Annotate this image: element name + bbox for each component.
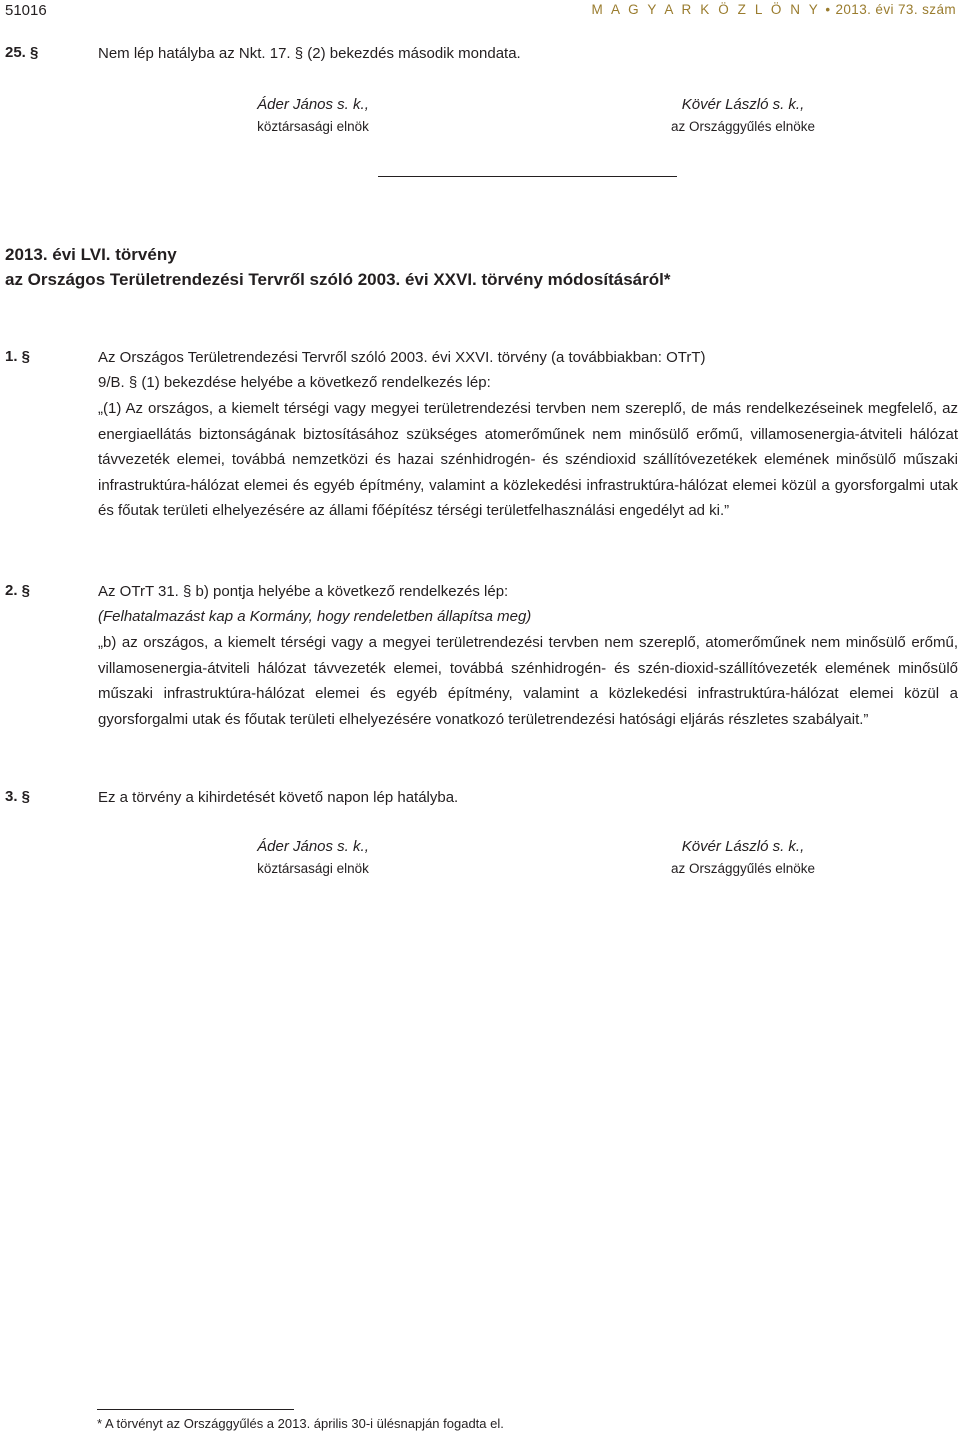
issue-number: 2013. évi 73. szám	[835, 2, 956, 17]
signature-right-role-2: az Országgyűlés elnöke	[670, 861, 816, 876]
section-1-intro-line2: 9/B. § (1) bekezdése helyébe a következő rendelkezés lép:	[98, 374, 491, 391]
section-1-intro-line1: Az Országos Területrendezési Tervről szóló 2003. évi XXVI. törvény (a továbbiakban: OTrT)	[98, 349, 706, 366]
signature-left-name: Áder János s. k.,	[257, 96, 369, 113]
footnote: * A törvényt az Országgyűlés a 2013. április 30-i ülésnapján fogadta el.	[97, 1416, 504, 1431]
law-title-subject: az Országos Területrendezési Tervről szóló 2003. évi XXVI. törvény módosításáról*	[5, 270, 671, 289]
page-number: 51016	[5, 2, 47, 19]
section-2-italic-context: (Felhatalmazást kap a Kormány, hogy rendeletben állapítsa meg)	[98, 608, 532, 625]
section-1-number: 1. §	[5, 348, 31, 365]
signature-right-role: az Országgyűlés elnöke	[670, 119, 816, 134]
section-2-quoted-provision: „b) az országos, a kiemelt térségi vagy a megyei területrendezési tervben nem szereplő, atomerőműnek nem minősülő erőmű, villamosenergia-átviteli hálózat távvezeték elemei, továbbá szénhidrogén- és szén-dioxid-szállítóvezeték elemének minősülő műszaki infrastruktúra-hálózat elemei és egyéb építmény, valamint a közlekedési infrastruktúra-hálózat elemei közül a gyorsforgalmi utak és főutak területi elhelyezésére vonatkozó területrendezési hatósági eljárás részletes szabályait.”	[98, 634, 958, 728]
footnote-rule	[97, 1409, 294, 1410]
section-2-number: 2. §	[5, 582, 31, 599]
law-divider	[378, 176, 677, 177]
signature-left-role-2: köztársasági elnök	[257, 861, 369, 876]
signature-left-name-2: Áder János s. k.,	[257, 838, 369, 855]
section-25-number: 25. §	[5, 44, 39, 61]
section-25-text: Nem lép hatályba az Nkt. 17. § (2) bekezdés második mondata.	[98, 45, 521, 62]
law-title-number: 2013. évi LVI. törvény	[5, 245, 177, 264]
journal-name: M A G Y A R K Ö Z L Ö N Y	[591, 2, 821, 17]
section-1-quoted-provision: „(1) Az országos, a kiemelt térségi vagy megyei területrendezési tervben nem szereplő, de más rendelkezéseinek megfelelő, az energiaellátás biztonságának biztosításához szükséges atomerőműnek nem minősülő erőmű, villamosenergia-átviteli hálózat távvezeték elemei, továbbá nemzetközi és hazai szénhidrogén- és széndioxid szállítóvezetékek elemének minősülő műszaki infrastruktúra-hálózat elemei és egyéb építmény, valamint a közlekedési infrastruktúra-hálózat elemei közül a gyorsforgalmi utak és főutak területi elhelyezésére az állami főépítész térségi területfelhasználási engedélyt ad ki.”	[98, 400, 958, 519]
section-3-text: Ez a törvény a kihirdetését követő napon lép hatályba.	[98, 789, 459, 806]
header-separator: •	[825, 2, 831, 17]
signature-right-name: Kövér László s. k.,	[681, 96, 805, 113]
signature-right-name-2: Kövér László s. k.,	[681, 838, 805, 855]
section-2-intro: Az OTrT 31. § b) pontja helyébe a következő rendelkezés lép:	[98, 583, 509, 600]
running-header	[592, 2, 956, 17]
signature-left-role: köztársasági elnök	[257, 119, 369, 134]
section-3-number: 3. §	[5, 788, 31, 805]
